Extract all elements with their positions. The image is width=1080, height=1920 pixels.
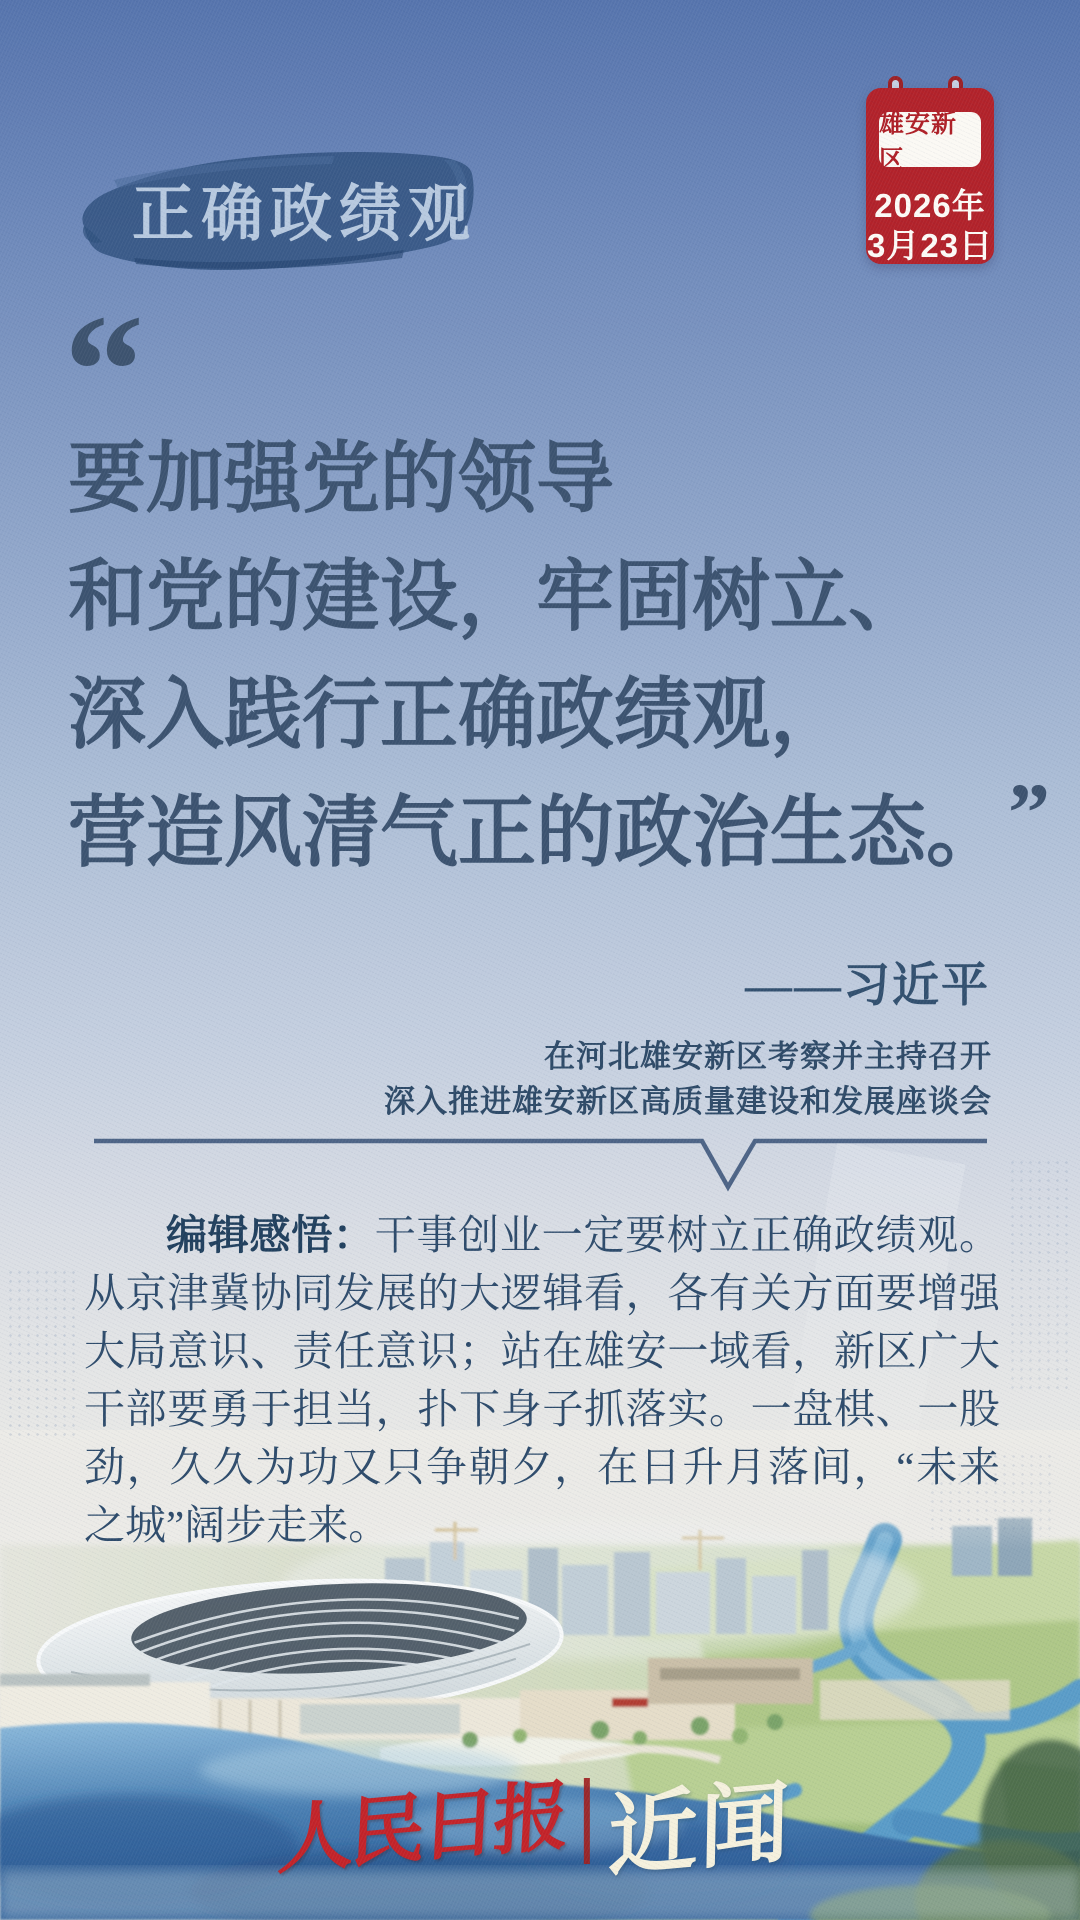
calendar-year: 2026年 [874,187,986,224]
page-title: 正确政绩观 [132,181,478,249]
halftone-dots-right [1008,1158,1074,1393]
jinwen-logo: 近闻 [607,1772,793,1889]
editorial-note [84,1206,1000,1554]
calendar-date: 3月23日 [866,227,994,264]
calendar-body [866,88,994,264]
halftone-dots-left [6,1268,78,1438]
quote-line: 营造风清气正的政治生态。” [68,767,1051,876]
peoples-daily-logo: 人民日报 [275,1773,568,1884]
quote-text [68,420,1058,892]
footer-brand [275,1756,793,1889]
occasion-line: 在河北雄安新区考察并主持召开 [544,1039,992,1074]
occasion-line: 深入推进雄安新区高质量建设和发展座谈会 [384,1084,992,1119]
open-quote-mark: “ [64,281,144,459]
calendar-location-label: 雄安新区 [879,112,981,167]
editorial-label: 编辑感悟： [166,1212,375,1258]
logo-divider-bar [584,1778,590,1864]
editorial-body: 干事创业一定要树立正确政绩观。从京津冀协同发展的大逻辑看，各有关方面要增强大局意识、责任意识；站在雄安一域看，新区广大干部要勇于担当，扑下身子抓落实。一盘棋、一股劲，久久为功又只争朝夕，在日升月落间，“未来之城”阔步走来。 [84,1212,1001,1548]
quote-line: 深入践行正确政绩观， [68,671,849,758]
title-banner [74,130,476,285]
callout-divider [92,1138,990,1194]
quote-line: 要加强党的领导 [68,435,615,522]
calendar-badge [866,76,994,264]
quote-line: 和党的建设，牢固树立、 [68,553,927,640]
quote-author: ——习近平 [745,960,990,1012]
quote-occasion [384,1034,992,1124]
